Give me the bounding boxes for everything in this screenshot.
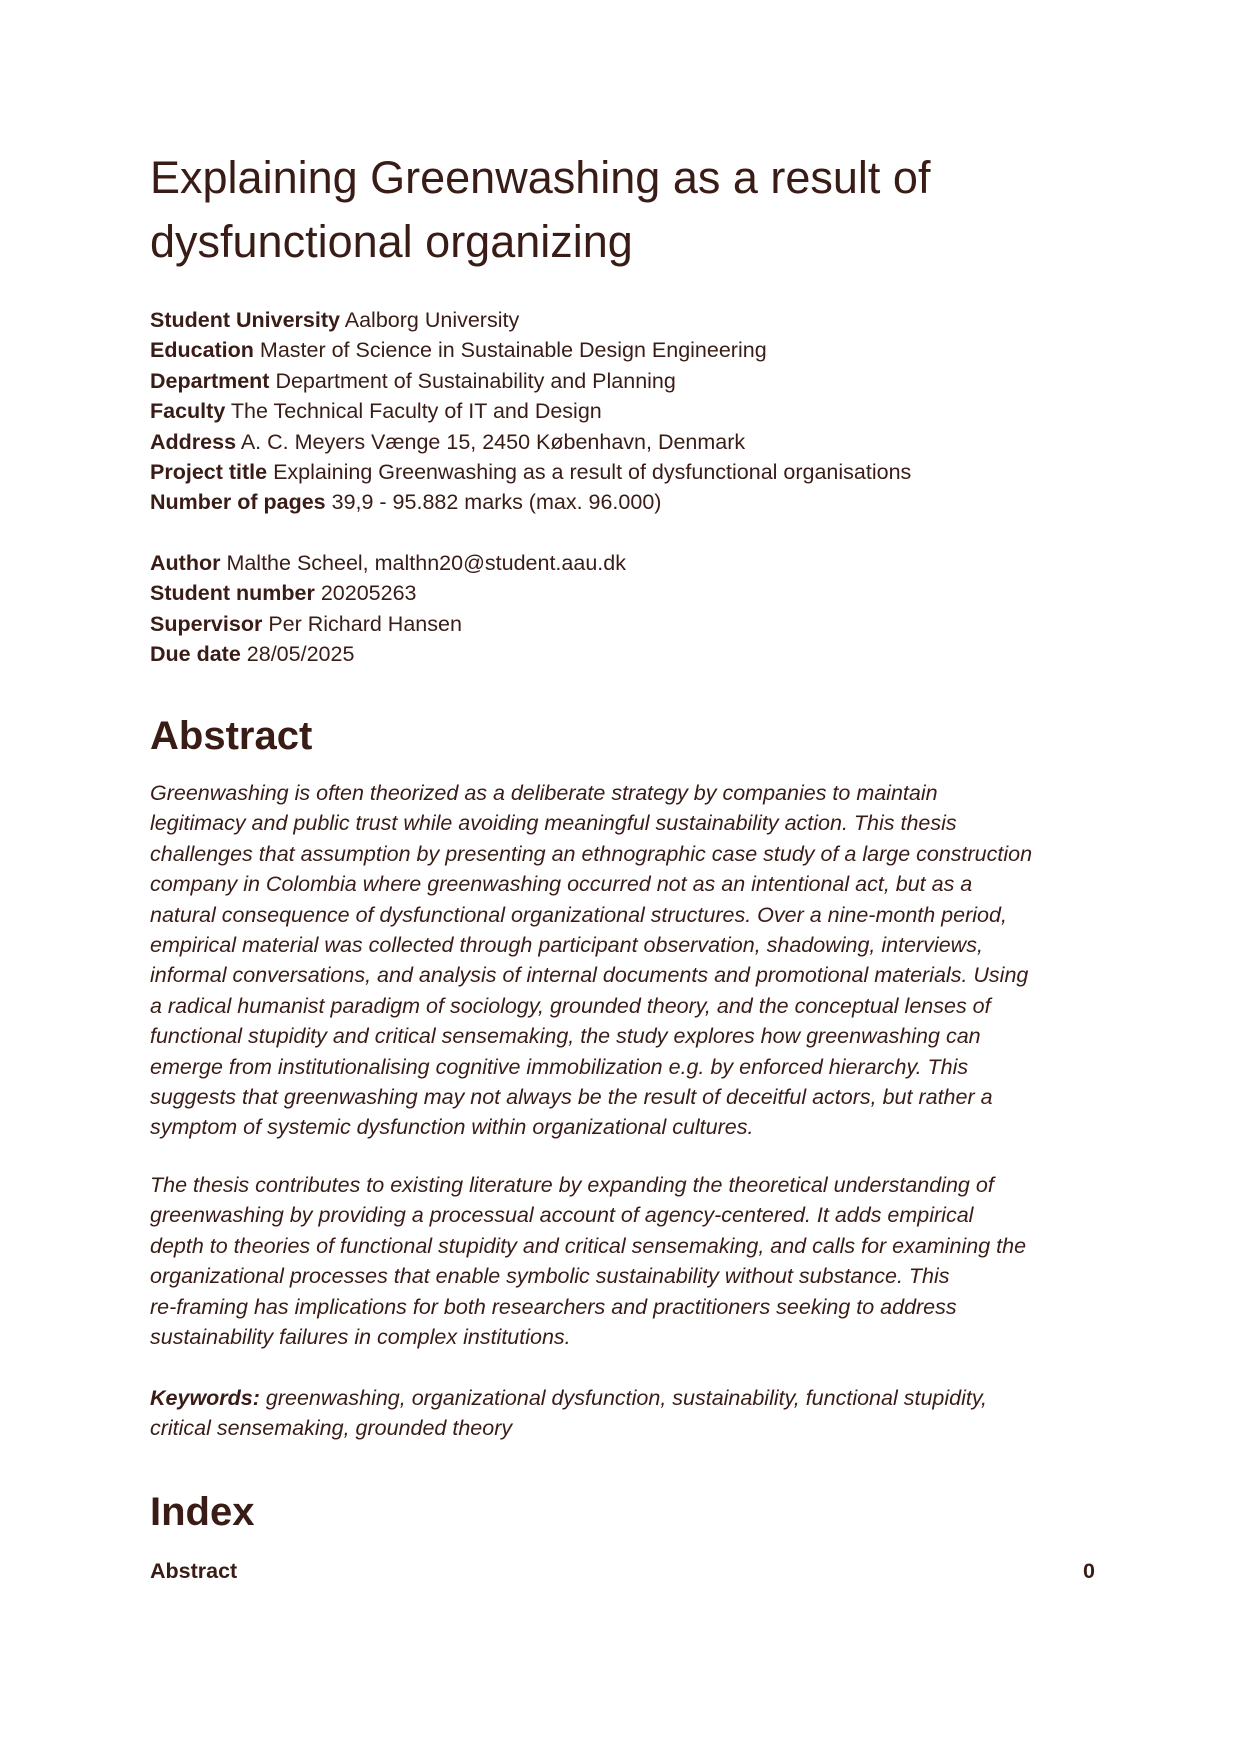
meta-row-address <box>150 427 1095 457</box>
abstract-line: suggests that greenwashing may not always be the result of deceitful actors, but rather a <box>150 1085 993 1110</box>
title-line-1: Explaining Greenwashing as a result of <box>150 152 931 203</box>
meta-row-supervisor <box>150 609 1095 639</box>
keywords-label: Keywords: <box>150 1386 260 1410</box>
abstract-line: a radical humanist paradigm of sociology, grounded theory, and the conceptual lenses of <box>150 993 991 1018</box>
meta-key: Address <box>150 429 237 454</box>
abstract-line: re-framing has implications for both researchers and practitioners seeking to address <box>150 1294 957 1319</box>
index-heading: Index <box>150 1490 255 1534</box>
meta-key: Faculty <box>150 399 226 424</box>
abstract-line: depth to theories of functional stupidity and critical sensemaking, and calls for examining the <box>150 1233 1027 1258</box>
meta-value: Explaining Greenwashing as a result of dysfunctional organisations <box>273 460 912 485</box>
abstract-line: greenwashing by providing a processual account of agency-centered. It adds empirical <box>150 1203 974 1228</box>
meta-value: Per Richard Hansen <box>268 611 462 636</box>
meta-value: Malthe Scheel, malthn20@student.aau.dk <box>226 551 626 575</box>
meta-key: Department <box>150 368 270 393</box>
project-info-block <box>150 305 1095 518</box>
abstract-line: Greenwashing is often theorized as a deliberate strategy by companies to maintain <box>150 781 938 805</box>
meta-value: Aalborg University <box>344 308 520 332</box>
meta-value: A. C. Meyers Vænge 15, 2450 København, Denmark <box>240 429 746 454</box>
meta-key: Student number <box>150 581 315 606</box>
abstract-line: sustainability failures in complex institutions. <box>150 1325 571 1350</box>
toc-entry-page: 0 <box>1083 1559 1095 1583</box>
keywords-line-2: critical sensemaking, grounded theory <box>150 1416 513 1441</box>
meta-value: Master of Science in Sustainable Design Engineering <box>259 338 767 363</box>
meta-row-project-title <box>150 457 1095 487</box>
abstract-line: organizational processes that enable symbolic sustainability without substance. This <box>150 1264 950 1289</box>
meta-row-university <box>150 305 1095 335</box>
abstract-line: symptom of systemic dysfunction within organizational cultures. <box>150 1115 754 1140</box>
meta-key: Supervisor <box>150 611 263 636</box>
abstract-line: empirical material was collected through participant observation, shadowing, interviews, <box>150 933 983 958</box>
abstract-line: functional stupidity and critical sensemaking, the study explores how greenwashing can <box>150 1024 981 1049</box>
keywords-line-1: greenwashing, organizational dysfunction, sustainability, functional stupidity, <box>259 1386 987 1410</box>
meta-key: Due date <box>150 642 241 667</box>
meta-key: Author <box>150 551 221 575</box>
abstract-paragraph-2 <box>150 1170 1095 1352</box>
toc-entry-label: Abstract <box>150 1559 238 1583</box>
meta-value: 20205263 <box>320 581 417 606</box>
meta-key: Student University <box>150 308 340 332</box>
author-info-block <box>150 548 1095 670</box>
meta-row-pages <box>150 487 1095 517</box>
title-line-2: dysfunctional organizing <box>150 216 633 267</box>
document-title <box>150 146 1095 274</box>
meta-row-author <box>150 548 1095 578</box>
meta-key: Number of pages <box>150 490 326 515</box>
toc-entry-abstract[interactable] <box>150 1556 1095 1586</box>
abstract-line: legitimacy and public trust while avoiding meaningful sustainability action. This thesis <box>150 811 957 836</box>
meta-key: Education <box>150 338 254 363</box>
meta-value: 28/05/2025 <box>246 642 355 667</box>
abstract-line: emerge from institutionalising cognitive immobilization e.g. by enforced hierarchy. This <box>150 1054 969 1079</box>
abstract-line: natural consequence of dysfunctional organizational structures. Over a nine-month period, <box>150 902 1007 927</box>
abstract-heading: Abstract <box>150 714 313 758</box>
meta-value: 39,9 - 95.882 marks (max. 96.000) <box>331 490 662 515</box>
abstract-paragraph-1 <box>150 778 1095 1143</box>
abstract-line: The thesis contributes to existing literature by expanding the theoretical understanding of <box>150 1173 994 1197</box>
meta-value: The Technical Faculty of IT and Design <box>230 399 602 424</box>
meta-row-faculty <box>150 396 1095 426</box>
meta-row-student-number <box>150 578 1095 608</box>
meta-key: Project title <box>150 460 268 485</box>
meta-row-department <box>150 366 1095 396</box>
keywords-paragraph <box>150 1383 1095 1444</box>
abstract-line: informal conversations, and analysis of internal documents and promotional materials. Using <box>150 963 1029 988</box>
abstract-line: challenges that assumption by presenting an ethnographic case study of a large construction <box>150 841 1033 866</box>
meta-row-due-date <box>150 639 1095 669</box>
meta-row-education <box>150 335 1095 365</box>
meta-value: Department of Sustainability and Planning <box>275 368 676 393</box>
abstract-line: company in Colombia where greenwashing occurred not as an intentional act, but as a <box>150 872 973 897</box>
